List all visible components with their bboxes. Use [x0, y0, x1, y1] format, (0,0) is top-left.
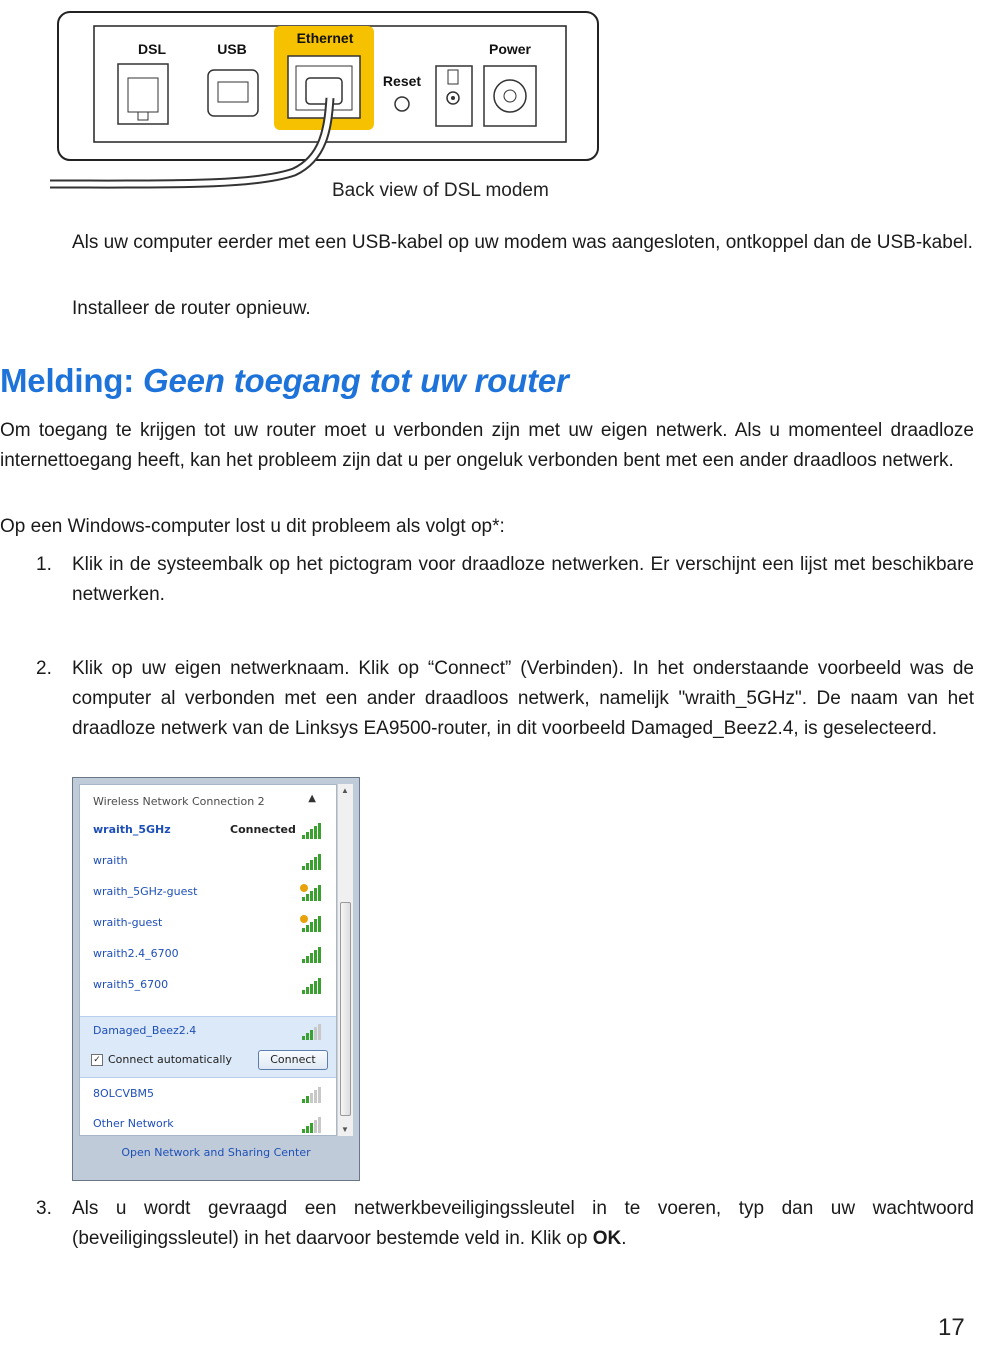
signal-bar — [302, 1129, 305, 1133]
signal-bar — [302, 835, 305, 839]
signal-bar — [302, 897, 305, 901]
network-name: wraith5_6700 — [93, 978, 169, 991]
signal-strength-icon — [300, 976, 322, 994]
step-3-text-before: Als u wordt gevraagd een netwerkbeveiligingssleutel in te voeren, typ dan uw wachtwoord (beveiligingssleutel) in het daarvoor bestemde veld in. Klik op — [72, 1198, 974, 1249]
signal-bar — [310, 891, 313, 901]
signal-bar — [314, 1027, 317, 1040]
network-row[interactable] — [80, 939, 336, 969]
network-row[interactable] — [80, 1079, 336, 1109]
signal-bar — [302, 928, 305, 932]
scroll-down-arrow-icon[interactable]: ▼ — [341, 1125, 349, 1134]
step-2-number: 2. — [36, 658, 52, 679]
secured-signal-icon — [300, 883, 322, 901]
signal-bar — [306, 832, 309, 839]
signal-bar — [310, 922, 313, 932]
ethernet-port-label: Ethernet — [296, 30, 354, 46]
power-label: Power — [488, 41, 532, 57]
signal-bar — [318, 854, 321, 870]
security-shield-icon — [300, 884, 308, 892]
heading-emphasis: Geen toegang tot uw router — [143, 362, 569, 399]
security-shield-icon — [300, 915, 308, 923]
signal-bar — [302, 866, 305, 870]
signal-strength-icon — [300, 821, 322, 839]
signal-bar — [314, 981, 317, 994]
network-row[interactable] — [80, 908, 336, 938]
signal-bar — [314, 950, 317, 963]
network-row[interactable] — [80, 846, 336, 876]
signal-bar — [310, 860, 313, 870]
signal-bar — [306, 1033, 309, 1040]
intro-line-2: Installeer de router opnieuw. — [72, 298, 311, 319]
step-3-text-after: . — [621, 1228, 627, 1249]
dsl-port-label: DSL — [138, 41, 166, 57]
signal-bar — [306, 1096, 309, 1103]
connect-automatically-checkbox[interactable]: ✓ — [91, 1054, 103, 1066]
signal-strength-icon — [300, 1022, 322, 1040]
signal-bar — [306, 1126, 309, 1133]
network-name: wraith2.4_6700 — [93, 947, 179, 960]
network-name: wraith-guest — [93, 916, 163, 929]
signal-bar — [302, 1099, 305, 1103]
step-3-text — [72, 1194, 974, 1254]
network-name: wraith_5GHz — [93, 823, 171, 836]
signal-bar — [314, 826, 317, 839]
signal-bar — [302, 1036, 305, 1040]
network-row[interactable] — [80, 877, 336, 907]
signal-bar — [310, 984, 313, 994]
signal-bar — [306, 956, 309, 963]
signal-bar — [302, 959, 305, 963]
network-name: 8OLCVBM5 — [93, 1087, 155, 1100]
signal-bar — [310, 1123, 313, 1133]
signal-bar — [314, 919, 317, 932]
network-name: wraith — [93, 854, 128, 867]
signal-strength-icon — [300, 945, 322, 963]
signal-bar — [310, 1030, 313, 1040]
wifi-header-label: Wireless Network Connection 2 — [93, 795, 265, 808]
signal-bar — [318, 1087, 321, 1103]
network-row[interactable] — [80, 1109, 336, 1139]
signal-bar — [318, 1024, 321, 1040]
section-heading — [0, 362, 569, 400]
scrollbar-thumb[interactable] — [340, 902, 351, 1116]
signal-bar — [314, 857, 317, 870]
signal-bar — [310, 1093, 313, 1103]
signal-bar — [314, 888, 317, 901]
reset-label: Reset — [382, 73, 422, 89]
connect-automatically-label: Connect automatically — [108, 1053, 232, 1066]
signal-bar — [310, 829, 313, 839]
wireless-networks-window — [72, 777, 360, 1181]
signal-bar — [318, 947, 321, 963]
signal-strength-icon — [300, 1115, 322, 1133]
signal-bar — [306, 925, 309, 932]
secured-signal-icon — [300, 914, 322, 932]
signal-bar — [318, 978, 321, 994]
signal-bar — [306, 863, 309, 870]
step-3-number: 3. — [36, 1198, 52, 1219]
network-row-selected[interactable] — [80, 1016, 336, 1046]
page-number: 17 — [938, 1314, 965, 1341]
signal-bar — [306, 987, 309, 994]
step-1-text: Klik in de systeembalk op het pictogram voor draadloze netwerken. Er verschijnt een lijst met beschikbare netwerken. — [72, 554, 974, 605]
network-row[interactable] — [80, 815, 336, 845]
signal-strength-icon — [300, 1085, 322, 1103]
signal-bar — [318, 823, 321, 839]
signal-bar — [314, 1120, 317, 1133]
step-3-ok-keyword: OK — [592, 1228, 622, 1249]
scroll-up-arrow-icon[interactable]: ▲ — [341, 786, 349, 795]
step-2-text: Klik op uw eigen netwerknaam. Klik op “Connect” (Verbinden). In het onderstaande voorbeeld was de computer al verbonden met een ander draadloos netwerk, namelijk "wraith_5GHz". De naam van het draadloze netwerk van de Linksys EA9500-router, in dit voorbeeld Damaged_Beez2.4, is geselecteerd. — [72, 658, 974, 739]
signal-bar — [310, 953, 313, 963]
connect-button[interactable]: Connect — [258, 1050, 328, 1070]
wireless-network-list — [79, 784, 337, 1136]
wifi-list-scrollbar[interactable] — [337, 784, 353, 1136]
signal-bar — [318, 916, 321, 932]
body-paragraph-2: Op een Windows-computer lost u dit probleem als volgt op*: — [0, 516, 505, 537]
signal-bar — [314, 1090, 317, 1103]
body-paragraph-1: Om toegang te krijgen tot uw router moet u verbonden zijn met uw eigen netwerk. Als u momenteel draadloze internettoegang heeft, kan het probleem zijn dat u per ongeluk verbonden bent met een ander draadloos netwerk. — [0, 420, 974, 471]
network-name: wraith_5GHz-guest — [93, 885, 198, 898]
heading-prefix: Melding: — [0, 362, 144, 399]
connected-status: Connected — [230, 823, 296, 836]
network-name: Other Network — [93, 1117, 174, 1130]
open-network-sharing-center-link[interactable]: Open Network and Sharing Center — [121, 1146, 311, 1159]
signal-bar — [306, 894, 309, 901]
signal-bar — [318, 885, 321, 901]
network-name: Damaged_Beez2.4 — [93, 1024, 197, 1037]
modem-back-view-figure — [44, 8, 604, 208]
signal-strength-icon — [300, 852, 322, 870]
usb-port-label: USB — [217, 41, 247, 57]
network-row[interactable] — [80, 970, 336, 1000]
intro-line-1: Als uw computer eerder met een USB-kabel op uw modem was aangesloten, ontkoppel dan de USB-kabel. — [72, 232, 973, 253]
signal-bar — [302, 990, 305, 994]
step-1-number: 1. — [36, 554, 52, 575]
signal-bar — [318, 1117, 321, 1133]
chevron-up-icon[interactable]: ▲ — [308, 793, 316, 804]
modem-figure-caption: Back view of DSL modem — [332, 180, 549, 201]
wifi-header-row — [80, 785, 336, 815]
